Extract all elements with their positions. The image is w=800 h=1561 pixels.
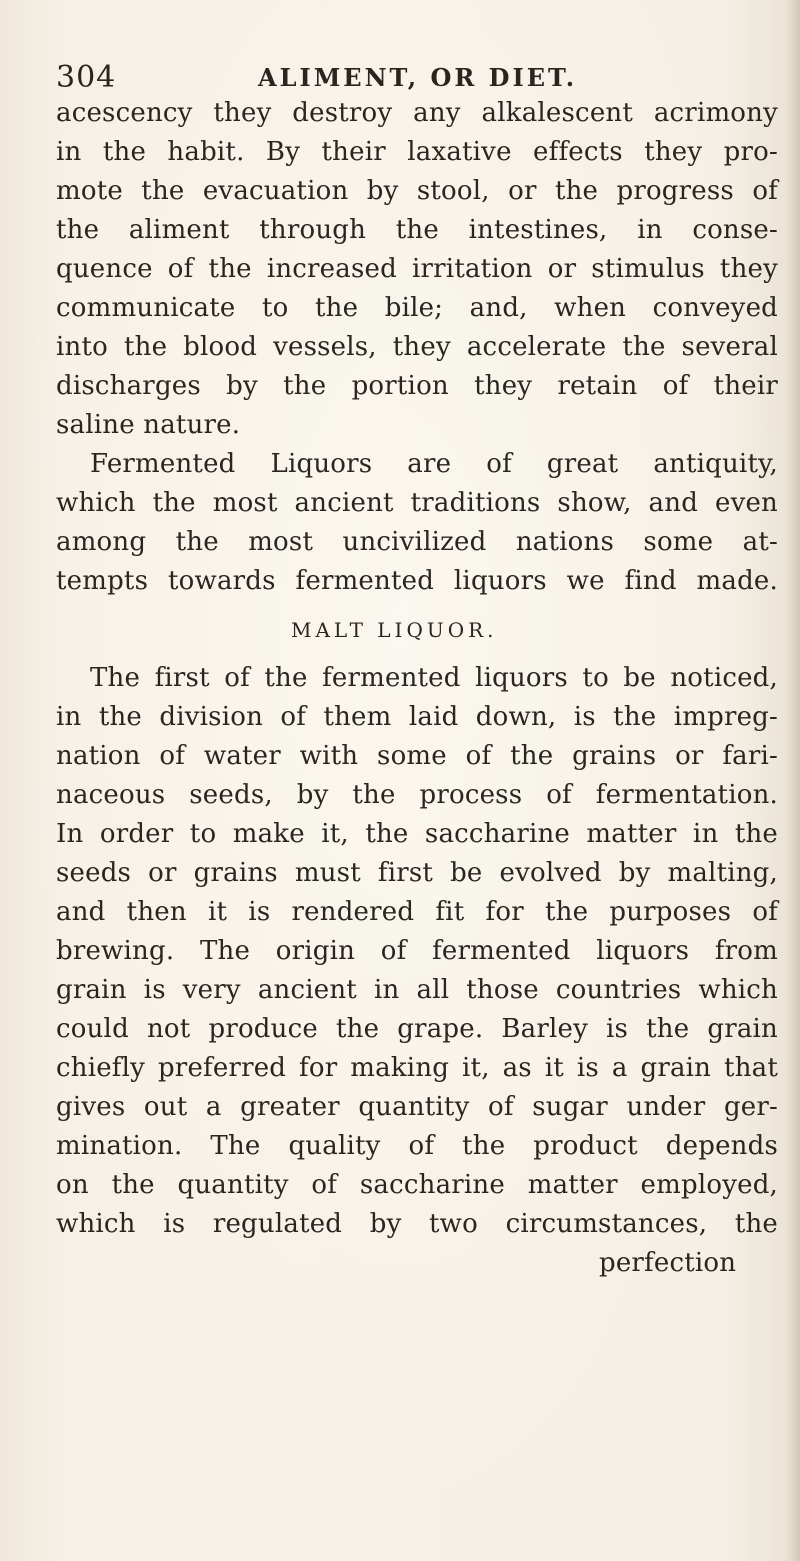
catchword: perfection [599, 1248, 737, 1278]
text-line: mote the evacuation by stool, or the progress of [56, 176, 778, 206]
text-line: seeds or grains must first be evolved by malting, [56, 858, 778, 888]
text-line: in the division of them laid down, is the impreg- [56, 702, 778, 732]
text-line: acescency they destroy any alkalescent acrimony [56, 98, 778, 128]
text-line: Fermented Liquors are of great antiquity, [90, 449, 778, 479]
text-line: in the habit. By their laxative effects they pro- [56, 137, 778, 167]
text-line: on the quantity of saccharine matter employed, [56, 1170, 778, 1200]
text-line: tempts towards fermented liquors we find made. [56, 566, 778, 596]
page-number: 304 [56, 60, 117, 95]
text-line: chiefly preferred for making it, as it is a grain that [56, 1053, 778, 1083]
text-line: and then it is rendered fit for the purposes of [56, 897, 778, 927]
text-line: which is regulated by two circumstances, the [56, 1209, 778, 1239]
running-head: ALIMENT, OR DIET. [258, 63, 578, 92]
text-line: mination. The quality of the product depends [56, 1131, 778, 1161]
text-line: saline nature. [56, 410, 241, 440]
text-line: The first of the fermented liquors to be noticed, [90, 663, 778, 693]
text-line: naceous seeds, by the process of fermentation. [56, 780, 778, 810]
text-line: the aliment through the intestines, in conse- [56, 215, 778, 245]
text-line: could not produce the grape. Barley is the grain [56, 1014, 778, 1044]
section-heading: MALT LIQUOR. [291, 618, 498, 642]
text-line: among the most uncivilized nations some at- [56, 527, 778, 557]
text-line: nation of water with some of the grains or fari- [56, 741, 778, 771]
text-line: which the most ancient traditions show, and even [56, 488, 778, 518]
text-line: discharges by the portion they retain of their [56, 371, 778, 401]
text-line: In order to make it, the saccharine matter in the [56, 819, 778, 849]
text-line: brewing. The origin of fermented liquors from [56, 936, 778, 966]
page-edge-shadow [786, 0, 800, 1561]
text-line: gives out a greater quantity of sugar under ger- [56, 1092, 778, 1122]
body-text [56, 94, 778, 1283]
text-line: grain is very ancient in all those countries which [56, 975, 778, 1005]
text-line: communicate to the bile; and, when conveyed [56, 293, 778, 323]
text-line: into the blood vessels, they accelerate the several [56, 332, 778, 362]
text-line: quence of the increased irritation or stimulus they [56, 254, 778, 284]
